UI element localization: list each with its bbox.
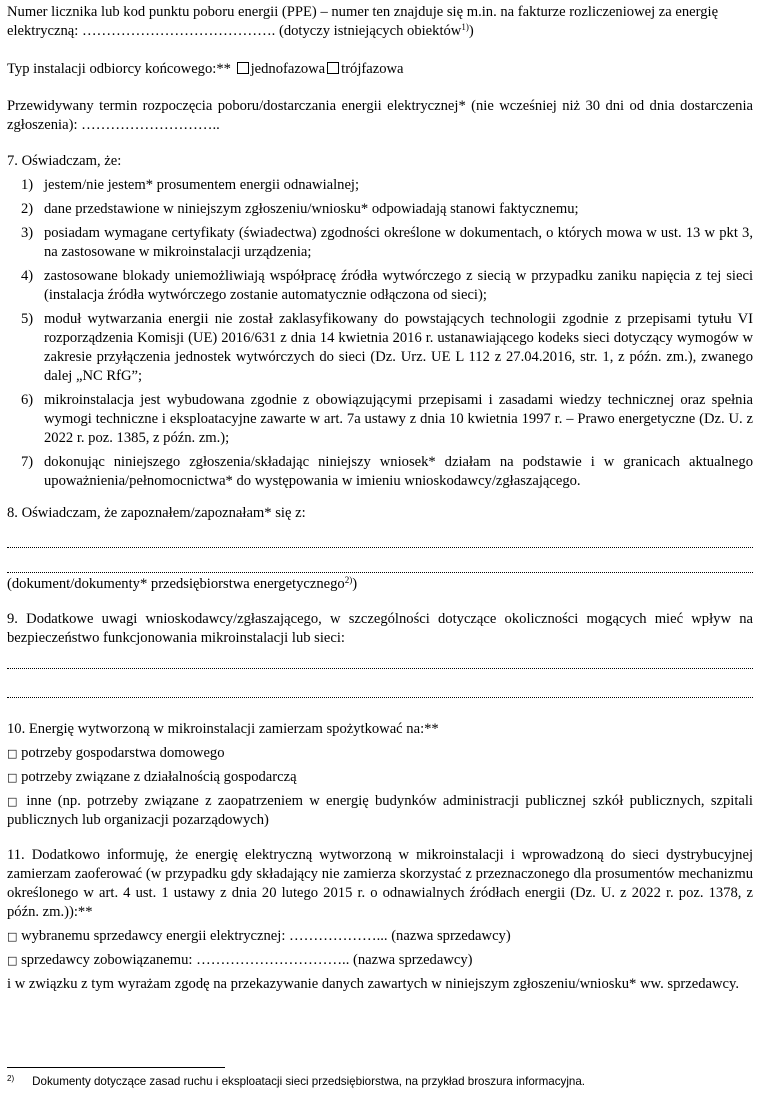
seller-option-selected[interactable]: □ wybranemu sprzedawcy energii elektrycznej: ………………... (nazwa sprzedawcy): [7, 928, 511, 944]
checkbox-obligated-seller[interactable]: □: [7, 954, 18, 967]
statement-item: [7, 224, 753, 262]
footnote-text: Dokumenty dotyczące zasad ruchu i eksploatacji sieci przedsiębiorstwa, na przykład broszura informacyjna.: [32, 1075, 586, 1088]
footnote-ref-2: 2): [344, 575, 353, 585]
statement-number: 5): [21, 311, 34, 327]
checkbox-other[interactable]: □: [7, 795, 21, 808]
statement-item: [7, 267, 753, 305]
three-phase-label: trójfazowa: [341, 61, 404, 77]
statement-number: 4): [21, 268, 34, 284]
single-phase-label: jednofazowa: [250, 61, 326, 77]
statement-text: dane przedstawione w niniejszym zgłoszeniu/wniosku* odpowiadają stanowi faktycznemu;: [44, 201, 579, 217]
ppe-paragraph: Numer licznika lub kod punktu poboru energii (PPE) – numer ten znajduje się m.in. na fakturze rozliczeniowej za energię elektryczną: …………………………………. (dotyczy istniejących obiektów$^{1)}$): [7, 4, 719, 39]
section-8: [7, 504, 753, 594]
start-date-paragraph: Przewidywany termin rozpoczęcia poboru/dostarczania energii elektrycznej* (nie wcześniej niż 30 dni od dnia dostarczenia zgłoszenia): ………………………..: [7, 98, 753, 133]
statement-item: [7, 391, 753, 448]
statement-text: mikroinstalacja jest wybudowana zgodnie z obowiązującymi przepisami i zasadami wiedzy technicznej oraz spełnia wymogi techniczne i eksploatacyjne zawarte w art. 7a ustawy z dnia 10 kwietnia 1997 r. – Prawo energetyczne (Dz. U. z 2022 r. poz. 1385, z późn. zm.);: [44, 392, 753, 446]
section-11-title: 11. Dodatkowo informuję, że energię elektryczną wytworzoną w mikroinstalacji i wprowadzoną do sieci dystrybucyjnej zamierzam zaoferować (w przypadku gdy składający nie zamierza skorzystać z przeznaczonego dla prosumentów mechanizmu określonego w art. 4 ust. 1 ustawy z dnia 20 lutego 2015 r. o odnawialnych źródłach energii (Dz. U. z 2022 r. poz. 1378, z późn. zm.)):**: [7, 847, 753, 920]
use-option-business[interactable]: □ potrzeby związane z działalnością gospodarczą: [7, 769, 297, 785]
use-option-other[interactable]: □ inne (np. potrzeby związane z zaopatrzeniem w energię budynków administracji publicznej szkół publicznych, szpitali publicznych lub organizacji pozarządowych): [7, 793, 753, 828]
statement-text: posiadam wymagane certyfikaty (świadectwa) zgodności określone w dokumentach, o których mowa w ust. 13 w pkt 3, na zastosowane w mikroinstalacji urządzenia;: [44, 225, 753, 260]
footnote-ref-1: 1): [461, 22, 469, 32]
checkbox-selected-seller[interactable]: □: [7, 930, 18, 943]
statement-text: dokonując niniejszego zgłoszenia/składając niniejszy wniosek* działam na podstawie i w granicach aktualnego upoważnienia/pełnomocnictwa* do występowania w imieniu wnioskodawcy/zgłaszającego.: [44, 454, 753, 489]
installation-type: [7, 60, 404, 79]
section-8-title: 8. Oświadczam, że zapoznałem/zapoznałam* się z:: [7, 505, 306, 521]
statement-number: 3): [21, 225, 34, 241]
ppe-line1: Numer licznika lub kod punktu poboru energii (PPE) – numer ten znajduje się m.in. na fakturze rozliczeniowej za energię: [7, 4, 719, 20]
installation-type-label: Typ instalacji odbiorcy końcowego:**: [7, 61, 231, 77]
statement-text: moduł wytwarzania energii nie został zaklasyfikowany do powstających technologii zgodnie z przepisami tytułu VI rozporządzenia Komisji (UE) 2016/631 z dnia 14 kwietnia 2016 r. ustanawiającego kodeks sieci dotyczący wymogów w zakresie przyłączenia jednostek wytwórczych do sieci (Dz. Urz. UE L 112 z 27.04.2016, str. 1, z późn. zm.), zwanego dalej „NC RfG”;: [44, 311, 753, 384]
checkbox-business[interactable]: □: [7, 771, 18, 784]
statement-item: [7, 200, 753, 219]
footnote: [7, 1074, 585, 1089]
section-9-title: 9. Dodatkowe uwagi wnioskodawcy/zgłaszającego, w szczególności dotyczące okoliczności mogących mieć wpływ na bezpieczeństwo funkcjonowania mikroinstalacji lub sieci:: [7, 611, 753, 646]
statement-item: [7, 310, 753, 386]
statement-item: [7, 176, 753, 195]
documents-line-2[interactable]: [7, 554, 753, 573]
footnote-rule: [7, 1067, 225, 1068]
statement-number: 6): [21, 392, 34, 408]
statement-number: 2): [21, 201, 34, 217]
statement-text: zastosowane blokady uniemożliwiają współpracę źródła wytwórczego z siecią w przypadku zaniku napięcia z tej sieci (instalacja źródła wytwórczego zostanie automatycznie odłączona od sieci);: [44, 268, 753, 303]
section-8-caption: (dokument/dokumenty* przedsiębiorstwa energetycznego$^{2)}$): [7, 575, 358, 592]
statement-list: [7, 176, 753, 491]
checkbox-household[interactable]: □: [7, 747, 18, 760]
consent-paragraph: i w związku z tym wyrażam zgodę na przekazywanie danych zawartych w niniejszym zgłoszeniu/wniosku* ww. sprzedawcy.: [7, 976, 739, 992]
footnote-number: 2): [7, 1074, 15, 1083]
section-7-title: 7. Oświadczam, że:: [7, 153, 122, 169]
section-10: [7, 720, 753, 830]
remarks-line-1[interactable]: [7, 650, 753, 669]
remarks-line-2[interactable]: [7, 679, 753, 698]
three-phase-checkbox[interactable]: [327, 62, 339, 74]
statement-number: 7): [21, 454, 34, 470]
section-7: [7, 152, 753, 496]
single-phase-checkbox[interactable]: [237, 62, 249, 74]
statement-item: [7, 453, 753, 491]
documents-line-1[interactable]: [7, 529, 753, 548]
use-option-household[interactable]: □ potrzeby gospodarstwa domowego: [7, 745, 225, 761]
statement-number: 1): [21, 177, 34, 193]
ppe-line2: elektryczną: …………………………………. (dotyczy istniejących obiektów: [7, 23, 462, 39]
statement-text: jestem/nie jestem* prosumentem energii odnawialnej;: [44, 177, 360, 193]
section-10-title: 10. Energię wytworzoną w mikroinstalacji zamierzam spożytkować na:**: [7, 721, 439, 737]
section-9: [7, 610, 753, 698]
seller-option-obligated[interactable]: □ sprzedawcy zobowiązanemu: ………………………….. (nazwa sprzedawcy): [7, 952, 473, 968]
section-11: [7, 846, 753, 994]
